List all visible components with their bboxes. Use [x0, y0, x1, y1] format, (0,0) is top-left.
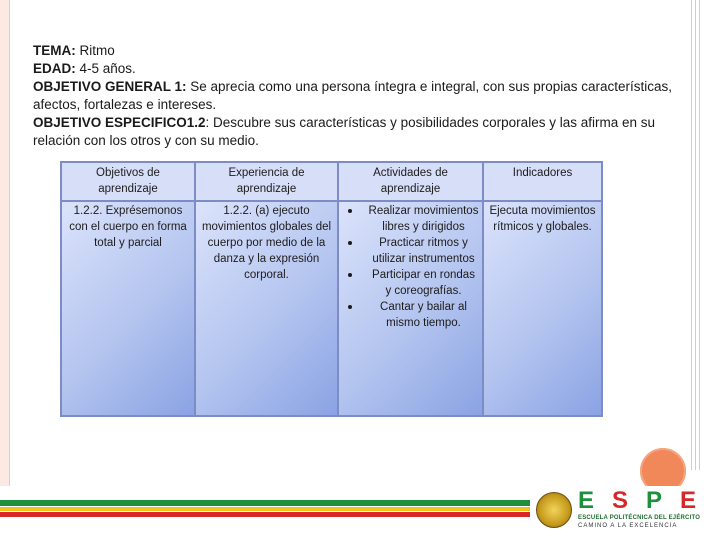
objetivo-especifico-line: OBJETIVO ESPECIFICO1.2: Descubre sus características y posibilidades corporales y las afirma en su relación con los otros y con su medio. — [33, 115, 655, 148]
activities-list — [342, 203, 479, 331]
espe-logo: ESPE — [578, 487, 715, 514]
tema-line: TEMA: Ritmo — [33, 43, 115, 58]
activity-item: Realizar movimientos libres y dirigidos — [368, 205, 479, 233]
espe-logo-tagline: CAMINO A LA EXCELENCIA — [578, 523, 678, 529]
table-row — [61, 201, 602, 416]
slide-border-right — [691, 0, 720, 486]
flag-stripe-red — [0, 512, 530, 517]
header-objetivos: Objetivos de aprendizaje — [61, 162, 195, 201]
espe-seal-icon — [536, 492, 572, 528]
cell-objetivo: 1.2.2. Exprésemonos con el cuerpo en forma total y parcial — [61, 201, 195, 416]
activity-item: Practicar ritmos y utilizar instrumentos — [368, 235, 479, 267]
header-indicadores: Indicadores — [483, 162, 602, 201]
cell-actividades — [338, 201, 483, 416]
flag-stripe-yellow — [0, 507, 530, 511]
cell-experiencia: 1.2.2. (a) ejecuto movimientos globales del cuerpo por medio de la danza y la expresión corporal. — [195, 201, 338, 416]
activity-item: Cantar y bailar al mismo tiempo. — [368, 299, 479, 331]
edad-line: EDAD: 4-5 años. — [33, 61, 136, 76]
objetivo-general-line: OBJETIVO GENERAL 1: Se aprecia como una persona íntegra e integral, con sus propias características, afectos, fortalezas e intereses. — [33, 79, 673, 112]
slide-border-left — [0, 0, 10, 486]
flag-stripe-green — [0, 500, 530, 506]
planning-table — [60, 161, 603, 417]
lesson-header — [33, 42, 673, 150]
header-actividades: Actividades de aprendizaje — [338, 162, 483, 201]
espe-logo-subtitle: ESCUELA POLITÉCNICA DEL EJÉRCITO — [578, 515, 701, 521]
cell-indicador: Ejecuta movimientos rítmicos y globales. — [483, 201, 602, 416]
table-header-row — [61, 162, 602, 201]
header-experiencia: Experiencia de aprendizaje — [195, 162, 338, 201]
activity-item: Participar en rondas y coreografías. — [368, 267, 479, 299]
